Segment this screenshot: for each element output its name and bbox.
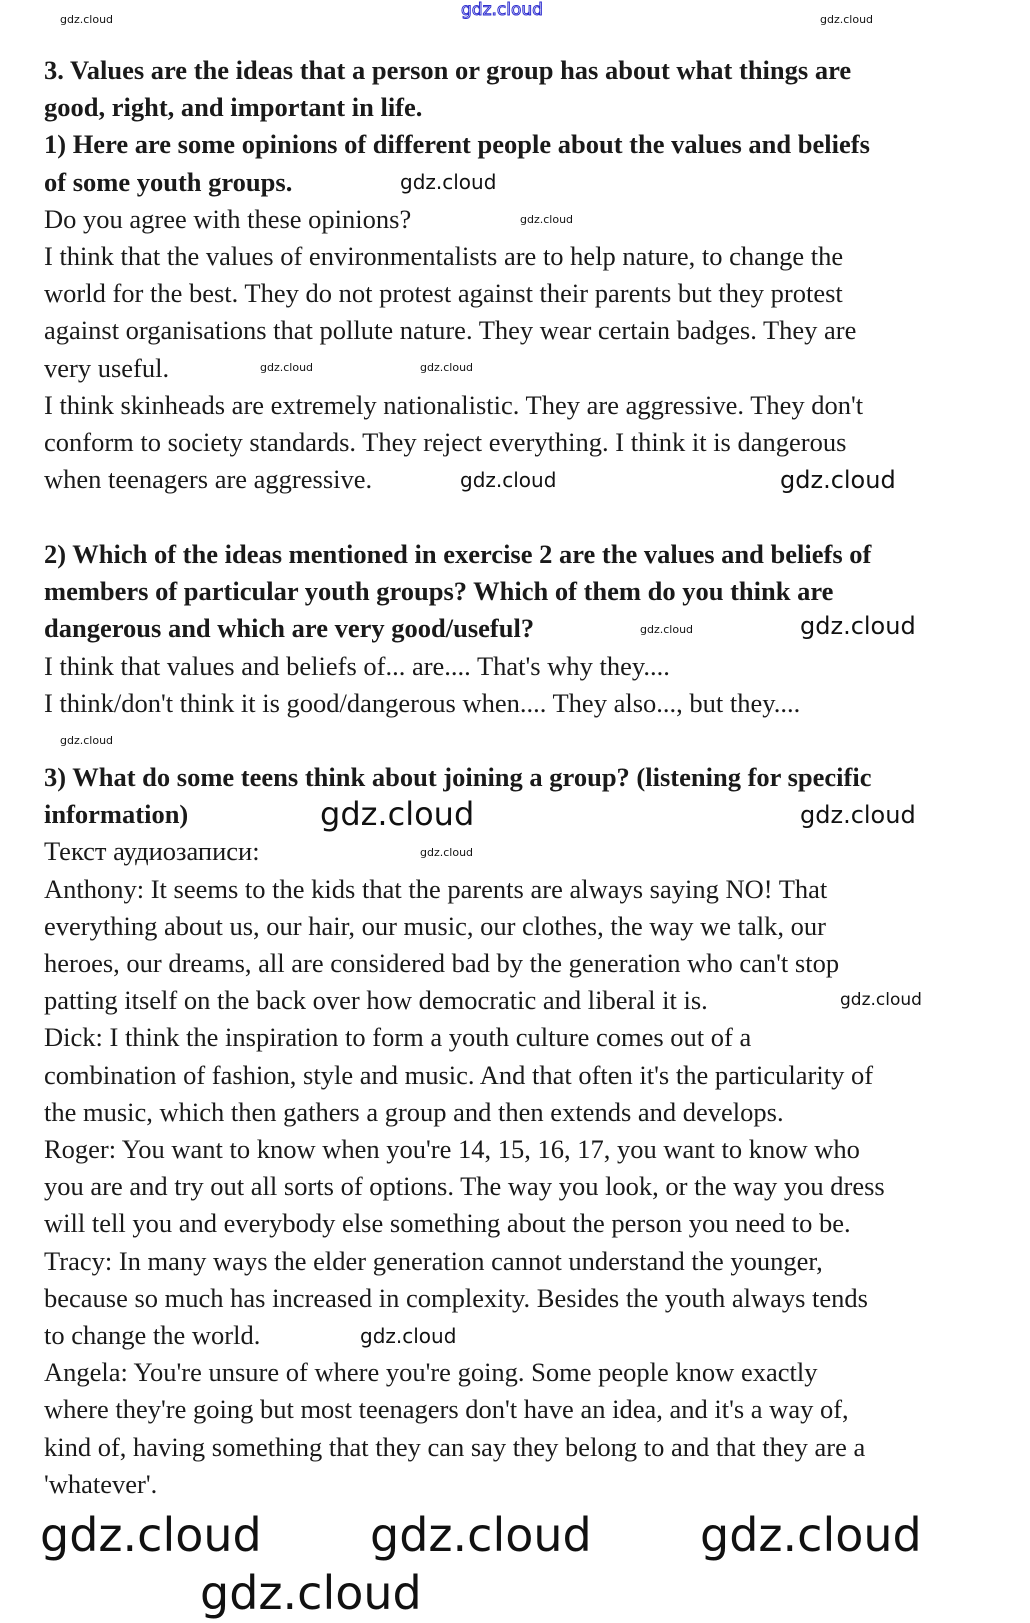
- body-line: very useful.: [44, 352, 170, 383]
- watermark: gdz.cloud: [640, 623, 694, 636]
- heading-line: 3) What do some teens think about joining a group? (listening for specific: [44, 762, 872, 792]
- body-line: will tell you and everybody else something about the person you need to be.: [44, 1208, 851, 1239]
- body-line: Tracy: In many ways the elder generation cannot understand the younger,: [44, 1245, 823, 1276]
- heading-line: of some youth groups.: [44, 166, 293, 197]
- body-line: Do you agree with these opinions?: [44, 203, 412, 234]
- body-line: kind of, having something that they can say they belong to and that they are a: [44, 1431, 866, 1462]
- section-3: [44, 759, 1004, 1503]
- body-line: Anthony: It seems to the kids that the parents are always saying NO! That: [44, 873, 828, 904]
- body-line: Angela: You're unsure of where you're going. Some people know exactly: [44, 1357, 818, 1388]
- body-line: conform to society standards. They reject everything. I think it is dangerous: [44, 427, 847, 458]
- watermark: gdz.cloud: [800, 801, 916, 829]
- heading-line: good, right, and important in life.: [44, 92, 423, 123]
- body-line: I think skinheads are extremely nationalistic. They are aggressive. They don't: [44, 389, 864, 420]
- watermark: gdz.cloud: [320, 795, 475, 833]
- body-line: because so much has increased in complexity. Besides the youth always tends: [44, 1282, 868, 1313]
- body-line: 'whatever'.: [44, 1468, 158, 1499]
- heading-line: 1) Here are some opinions of different people about the values and beliefs: [44, 129, 870, 160]
- watermark: gdz.cloud: [370, 1508, 592, 1562]
- watermark: gdz.cloud: [40, 1508, 262, 1562]
- heading-line: 2) Which of the ideas mentioned in exercise 2 are the values and beliefs of: [44, 539, 872, 569]
- body-line: Roger: You want to know when you're 14, 15, 16, 17, you want to know who: [44, 1134, 860, 1165]
- watermark: gdz.cloud: [60, 734, 114, 747]
- watermark: gdz.cloud: [800, 612, 916, 640]
- body-line: Dick: I think the inspiration to form a youth culture comes out of a: [44, 1022, 752, 1053]
- heading-line: information): [44, 799, 189, 830]
- body-line: when teenagers are aggressive.: [44, 464, 373, 495]
- body-line: Текст аудиозаписи:: [44, 836, 260, 867]
- watermark: gdz.cloud: [400, 170, 497, 194]
- watermark: gdz.cloud: [780, 466, 896, 494]
- body-line: against organisations that pollute nature. They wear certain badges. They are: [44, 315, 857, 346]
- watermark: gdz.cloud: [461, 0, 543, 20]
- body-line: patting itself on the back over how democratic and liberal it is.: [44, 985, 708, 1016]
- body-line: the music, which then gathers a group and then extends and develops.: [44, 1096, 784, 1127]
- watermark: gdz.cloud: [820, 13, 874, 26]
- watermark: gdz.cloud: [200, 1566, 422, 1620]
- body-line: everything about us, our hair, our music, our clothes, the way we talk, our: [44, 910, 826, 941]
- body-line: heroes, our dreams, all are considered bad by the generation who can't stop: [44, 948, 840, 979]
- body-line: where they're going but most teenagers don't have an idea, and it's a way of,: [44, 1394, 849, 1425]
- watermark: gdz.cloud: [260, 361, 314, 374]
- body-line: combination of fashion, style and music. And that often it's the particularity of: [44, 1059, 874, 1090]
- watermark: gdz.cloud: [360, 1324, 457, 1348]
- watermark: gdz.cloud: [60, 13, 114, 26]
- body-line: I think/don't think it is good/dangerous when.... They also..., but they....: [44, 687, 801, 718]
- watermark: gdz.cloud: [420, 361, 474, 374]
- heading-line: 3. Values are the ideas that a person or group has about what things are: [44, 55, 852, 85]
- body-line: I think that values and beliefs of... are.... That's why they....: [44, 650, 670, 681]
- body-line: world for the best. They do not protest against their parents but they protest: [44, 278, 843, 309]
- watermark: gdz.cloud: [420, 846, 474, 859]
- heading-line: members of particular youth groups? Which of them do you think are: [44, 576, 834, 607]
- watermark: gdz.cloud: [460, 468, 557, 492]
- watermark: gdz.cloud: [700, 1508, 922, 1562]
- heading-line: dangerous and which are very good/useful?: [44, 613, 535, 644]
- body-line: I think that the values of environmentalists are to help nature, to change the: [44, 241, 844, 272]
- watermark: gdz.cloud: [520, 213, 574, 226]
- body-line: to change the world.: [44, 1320, 261, 1351]
- body-line: you are and try out all sorts of options. The way you look, or the way you dress: [44, 1171, 885, 1202]
- watermark: gdz.cloud: [840, 990, 922, 1010]
- section-1: [44, 52, 1004, 498]
